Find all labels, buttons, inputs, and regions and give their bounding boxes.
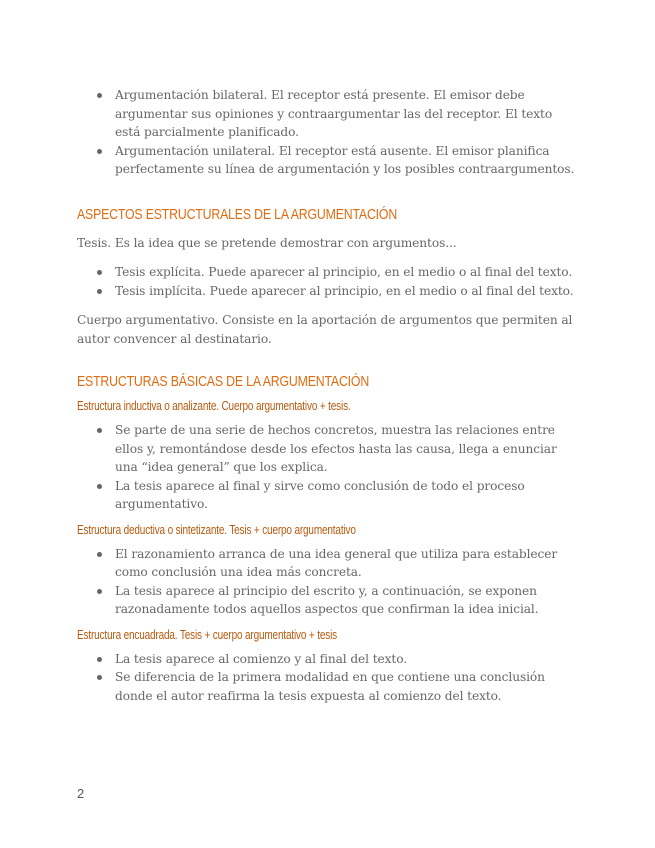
list-item: Se diferencia de la primera modalidad en que contiene una conclusión donde el autor reafirma la tesis expuesta al comienzo del texto.	[77, 668, 577, 705]
subheading-inductiva: Estructura inductiva o analizante. Cuerpo argumentativo + tesis.	[77, 399, 351, 413]
page-number: 2	[77, 786, 85, 801]
subheading-deductiva: Estructura deductiva o sintetizante. Tesis + cuerpo argumentativo	[77, 522, 356, 537]
list-item: Se parte de una serie de hechos concretos, muestra las relaciones entre ellos y, remontándose desde los efectos hasta las causa, llega a enunciar una “idea general” que los explica.	[77, 421, 577, 477]
cuerpo-paragraph: Cuerpo argumentativo. Consiste en la aportación de argumentos que permiten al autor convencer al destinatario.	[77, 313, 573, 346]
tesis-paragraph: Tesis. Es la idea que se pretende demostrar con argumentos...	[77, 235, 457, 250]
section-heading-estructuras: ESTRUCTURAS BÁSICAS DE LA ARGUMENTACIÓN	[77, 373, 370, 390]
intro-bullet-list	[77, 86, 577, 179]
section-heading-aspectos: ASPECTOS ESTRUCTURALES DE LA ARGUMENTACIÓN	[77, 205, 398, 223]
list-item: La tesis aparece al comienzo y al final del texto.	[77, 650, 577, 669]
list-item: Argumentación unilateral. El receptor está ausente. El emisor planifica perfectamente su línea de argumentación y los posibles contraargumentos.	[77, 142, 577, 179]
deductiva-bullet-list	[77, 545, 577, 619]
page-content	[77, 86, 577, 705]
list-item: Tesis explícita. Puede aparecer al principio, en el medio o al final del texto.	[77, 263, 577, 282]
list-item: La tesis aparece al final y sirve como conclusión de todo el proceso argumentativo.	[77, 477, 577, 514]
tesis-bullet-list	[77, 263, 577, 300]
list-item: Argumentación bilateral. El receptor está presente. El emisor debe argumentar sus opiniones y contraargumentar las del receptor. El texto está parcialmente planificado.	[77, 86, 577, 142]
subheading-encuadrada: Estructura encuadrada. Tesis + cuerpo argumentativo + tesis	[77, 627, 337, 642]
encuadrada-bullet-list	[77, 650, 577, 706]
list-item: El razonamiento arranca de una idea general que utiliza para establecer como conclusión una idea más concreta.	[77, 545, 577, 582]
inductiva-bullet-list	[77, 421, 577, 514]
list-item: Tesis implícita. Puede aparecer al principio, en el medio o al final del texto.	[77, 282, 577, 301]
list-item: La tesis aparece al principio del escrito y, a continuación, se exponen razonadamente todos aquellos aspectos que confirman la idea inicial.	[77, 582, 577, 619]
